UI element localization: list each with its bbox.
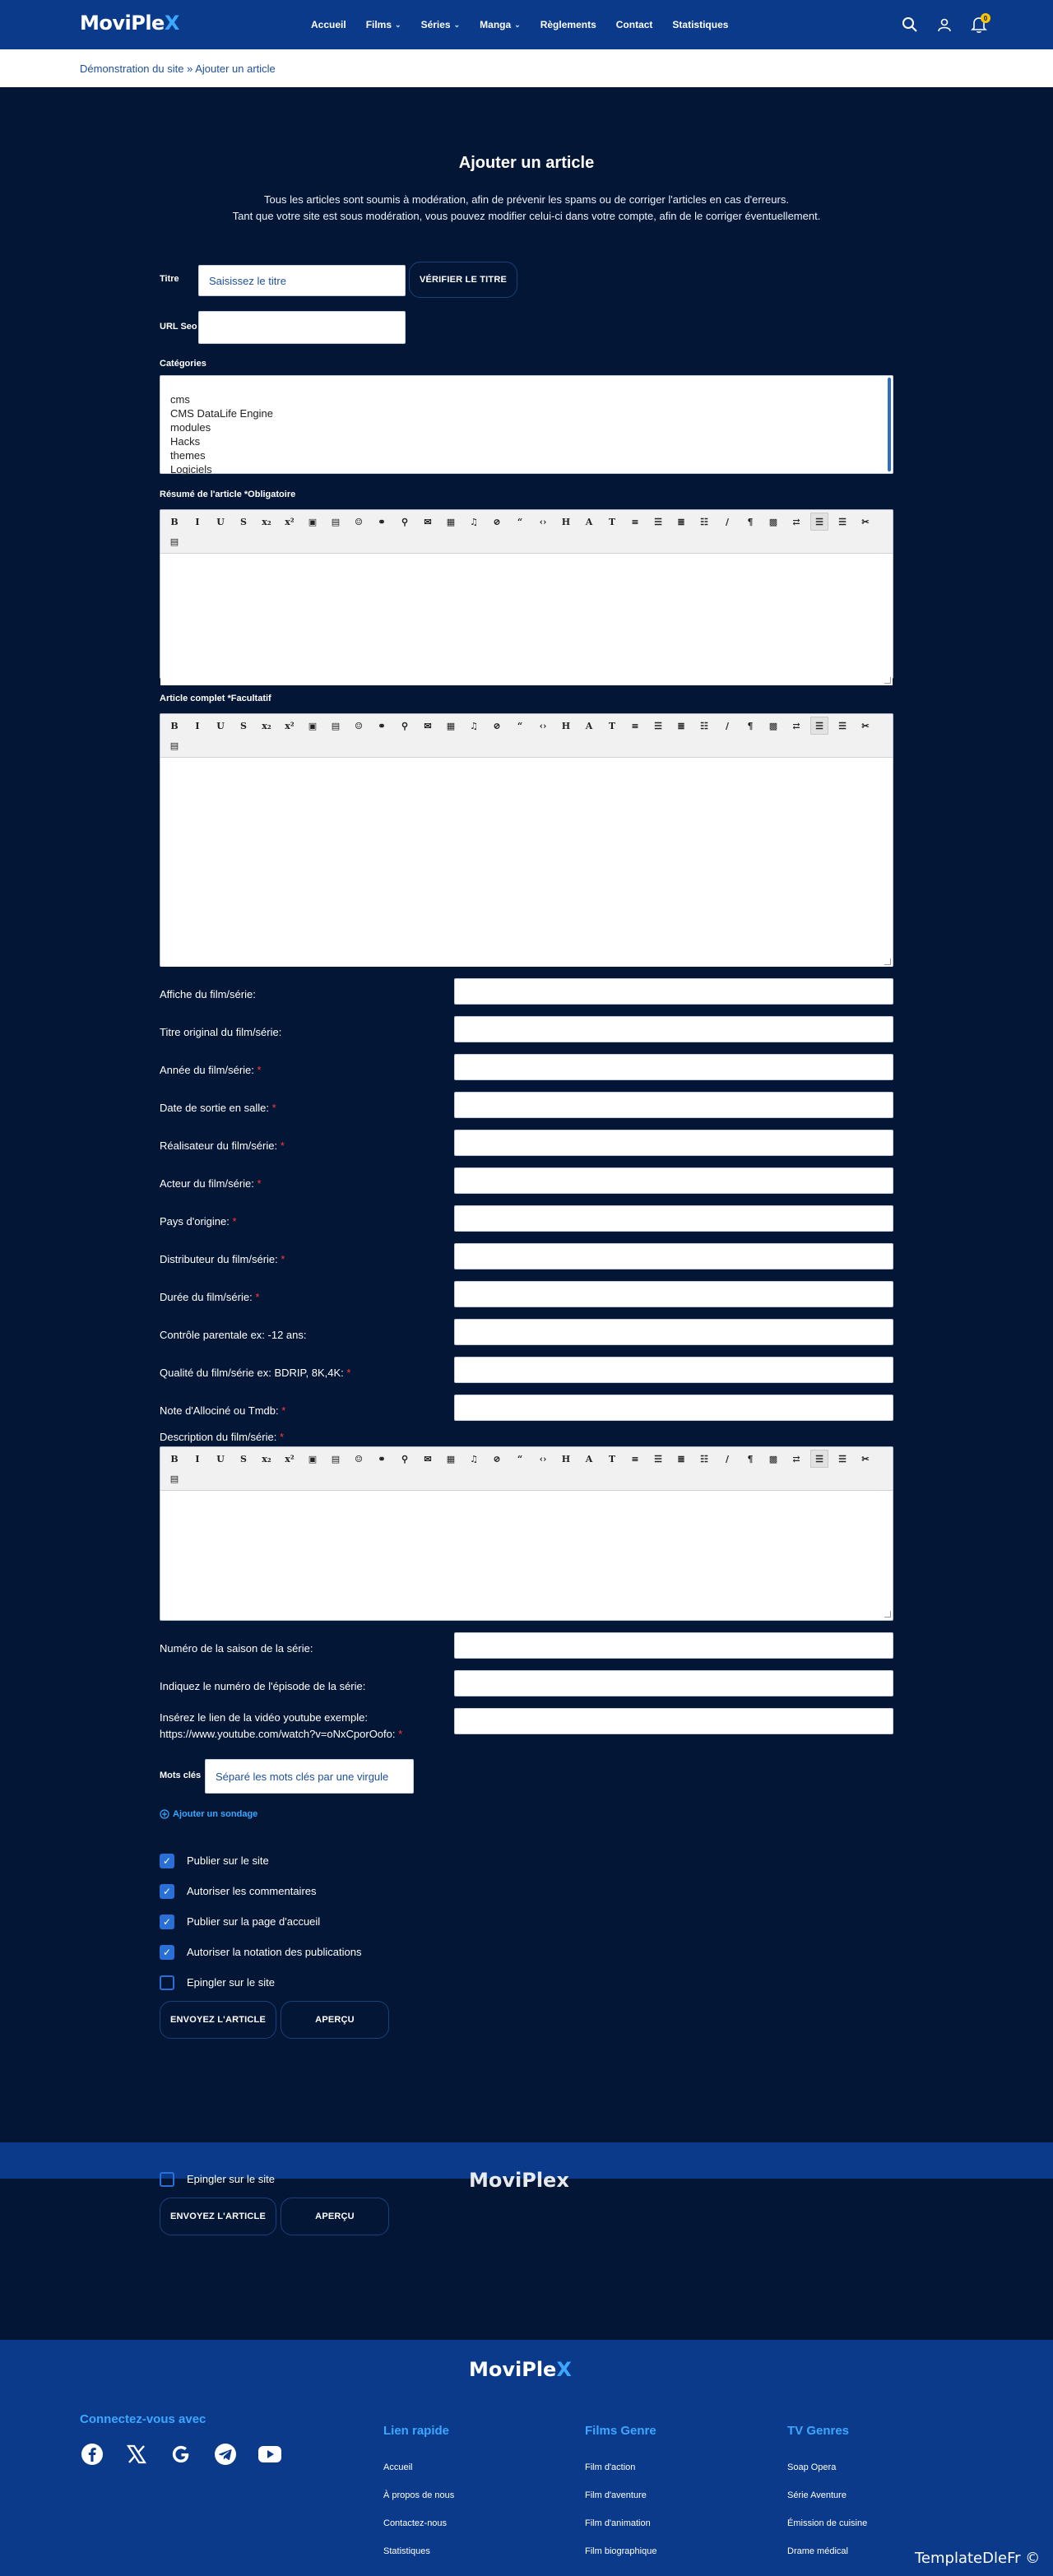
duplicate-pin-label: Epingler sur le site [187, 2173, 275, 2185]
footer-col-tv-genres: TV Genres Soap Opera Série Aventure Émission de cuisine Drame médical [787, 2424, 868, 2556]
site-header [0, 0, 1053, 49]
hide-icon[interactable]: ⊘ [493, 516, 501, 527]
nav-reglements[interactable]: Règlements [540, 19, 596, 30]
intro-text: Tous les articles sont soumis à modération, afin de prévenir les spams ou de corriger l'articles en cas d'erreurs. Tant que votre site est sous modération, vous pouvez modifier celui-ci dans votre compte, afin de le corriger éventuellement. [232, 193, 821, 222]
resize-handle[interactable] [884, 677, 891, 684]
watermark: TemplateDleFr © [915, 2550, 1041, 2567]
source-icon[interactable]: ▤ [169, 740, 179, 751]
episode-input[interactable] [454, 1670, 893, 1696]
table-icon[interactable]: ▩ [768, 720, 778, 731]
unlink-icon[interactable]: ⚲ [401, 720, 409, 731]
footer-link[interactable]: Film d'animation [585, 2518, 651, 2528]
superscript-icon[interactable]: x² [285, 1453, 295, 1464]
breadcrumb-bar [0, 49, 1053, 87]
resize-handle[interactable] [884, 1611, 891, 1618]
x-icon[interactable] [124, 2442, 149, 2467]
option-label: Autoriser la notation des publications [187, 1946, 362, 1958]
emoji-icon[interactable]: ☺ [355, 1453, 363, 1464]
season-input[interactable] [454, 1632, 893, 1659]
nav-statistiques[interactable]: Statistiques [672, 19, 729, 30]
field-input[interactable] [454, 1319, 893, 1345]
align-right-icon[interactable]: ≣ [677, 720, 685, 731]
footer-link[interactable]: Film biographique [585, 2546, 657, 2556]
folder-icon[interactable]: ▤ [331, 516, 341, 527]
video-icon[interactable]: ▦ [446, 720, 456, 731]
paragraph-icon[interactable]: ¶ [747, 720, 754, 731]
keywords-label: Mots clés [160, 1771, 202, 1780]
field-label: Durée du film/série: * [160, 1291, 260, 1303]
url-seo-input[interactable] [198, 311, 406, 344]
footer-link[interactable]: À propos de nous [383, 2490, 455, 2500]
option-checkbox[interactable]: ✓ [160, 1915, 174, 1929]
quote-icon[interactable]: “ [517, 720, 523, 731]
category-option[interactable]: Logiciels [170, 463, 212, 476]
google-icon[interactable] [169, 2442, 193, 2467]
bold-icon[interactable]: B [170, 1453, 179, 1464]
superscript-icon[interactable]: x² [285, 720, 295, 731]
field-input[interactable] [454, 978, 893, 1005]
option-checkbox[interactable]: ✓ [160, 1945, 174, 1960]
nav-manga[interactable]: Manga ⌄ [480, 19, 521, 30]
summary-editor[interactable] [160, 509, 893, 679]
youtube-label: Insérez le lien de la vidéo youtube exemple: https://www.youtube.com/watch?v=oNxCporOofo: * [160, 1711, 403, 1740]
page-title: Ajouter un article [458, 154, 595, 172]
nav-accueil[interactable]: Accueil [311, 19, 346, 30]
strike-icon[interactable]: S [240, 720, 247, 731]
field-label: Acteur du film/série: * [160, 1177, 262, 1190]
description-editor[interactable] [160, 1446, 893, 1621]
list-icon[interactable]: ☰ [810, 513, 828, 531]
text-direction-icon[interactable]: ⇄ [792, 720, 800, 731]
duplicate-pin-checkbox[interactable] [160, 2172, 174, 2187]
footer-logo[interactable]: MoviPleX [469, 2358, 572, 2381]
mail-icon[interactable]: ✉ [424, 1453, 432, 1464]
table-icon[interactable]: ▩ [768, 516, 778, 527]
font-icon[interactable]: A [585, 1453, 593, 1464]
field-label: Contrôle parentale ex: -12 ans: [160, 1329, 307, 1341]
category-option[interactable]: Hacks [170, 435, 201, 448]
justify-icon[interactable]: ☷ [700, 516, 708, 527]
numbered-list-icon[interactable]: ☰ [838, 1453, 847, 1464]
youtube-input[interactable] [454, 1708, 893, 1734]
image-icon[interactable]: ▣ [308, 516, 318, 527]
image-icon[interactable]: ▣ [308, 1453, 318, 1464]
font-size-icon[interactable]: T [608, 1453, 616, 1464]
text-direction-icon[interactable]: ⇄ [792, 516, 800, 527]
footer-link[interactable]: Accueil [383, 2462, 413, 2472]
title-label: Titre [160, 274, 179, 284]
description-label: Description du film/série: * [160, 1431, 285, 1443]
editor-toolbar [160, 510, 893, 554]
mail-icon[interactable]: ✉ [424, 720, 432, 731]
season-label: Numéro de la saison de la série: [160, 1642, 313, 1655]
field-input[interactable] [454, 1130, 893, 1156]
emoji-icon[interactable]: ☺ [355, 516, 363, 527]
category-option[interactable]: CMS DataLife Engine [170, 407, 274, 420]
field-label: Titre original du film/série: [160, 1026, 282, 1038]
field-input[interactable] [454, 1167, 893, 1194]
duplicate-area [0, 2179, 1053, 2340]
folder-icon[interactable]: ▤ [331, 1453, 341, 1464]
audio-icon[interactable]: ♫ [470, 720, 478, 731]
italic-icon[interactable]: I [195, 516, 200, 527]
page-break-icon[interactable]: ✂ [861, 1453, 870, 1464]
brush-icon[interactable]: ∕ [725, 1453, 730, 1464]
breadcrumb-home[interactable]: Démonstration du site [80, 63, 184, 75]
brush-icon[interactable]: ∕ [725, 516, 730, 527]
field-label: Affiche du film/série: [160, 988, 256, 1000]
plus-circle-icon [160, 1809, 169, 1819]
mail-icon[interactable]: ✉ [424, 516, 432, 527]
chevron-down-icon: ⌄ [514, 20, 521, 29]
align-right-icon[interactable]: ≣ [677, 1453, 685, 1464]
unlink-icon[interactable]: ⚲ [401, 516, 409, 527]
quote-icon[interactable]: “ [517, 1453, 523, 1464]
editor-textarea[interactable] [160, 554, 893, 685]
facebook-icon[interactable] [80, 2442, 104, 2467]
breadcrumb: Démonstration du site » Ajouter un article [80, 63, 276, 75]
preview-button[interactable]: APERÇU [281, 2001, 389, 2039]
option-label: Epingler sur le site [187, 1976, 275, 1989]
field-input[interactable] [454, 1357, 893, 1383]
field-label: Distributeur du film/série: * [160, 1253, 285, 1265]
summary-label: Résumé de l'article *Obligatoire [160, 490, 296, 499]
strike-icon[interactable]: S [240, 516, 247, 527]
source-icon[interactable]: ▤ [169, 536, 179, 547]
duplicate-send-button[interactable]: ENVOYEZ L'ARTICLE [160, 2198, 276, 2235]
full-article-label: Article complet *Facultatif [160, 694, 271, 703]
option-checkbox[interactable] [160, 1975, 174, 1990]
field-input[interactable] [454, 1016, 893, 1042]
social-links [80, 2442, 282, 2467]
site-footer [0, 2340, 1053, 2576]
hide-icon[interactable]: ⊘ [493, 1453, 501, 1464]
align-center-icon[interactable]: ☰ [654, 720, 662, 731]
paragraph-icon[interactable]: ¶ [747, 516, 754, 527]
field-input[interactable] [454, 1205, 893, 1232]
align-center-icon[interactable]: ☰ [654, 516, 662, 527]
footer-link[interactable]: Série Aventure [787, 2490, 847, 2500]
category-option[interactable]: modules [170, 421, 211, 434]
keywords-input[interactable]: Séparé les mots clés par une virgule [205, 1759, 414, 1794]
nav-contact[interactable]: Contact [615, 19, 653, 30]
paragraph-icon[interactable]: ¶ [747, 1453, 754, 1464]
footer-link[interactable]: Émission de cuisine [787, 2518, 868, 2528]
table-icon[interactable]: ▩ [768, 1453, 778, 1464]
check-title-button[interactable]: VÉRIFIER LE TITRE [409, 262, 517, 298]
underline-icon[interactable]: U [216, 720, 225, 731]
justify-icon[interactable]: ☷ [700, 720, 708, 731]
underline-icon[interactable]: U [216, 1453, 225, 1464]
bold-icon[interactable]: B [170, 516, 179, 527]
audio-icon[interactable]: ♫ [470, 1453, 478, 1464]
resize-handle[interactable] [884, 958, 891, 965]
footer-link[interactable]: Film d'aventure [585, 2490, 647, 2500]
breadcrumb-current: Ajouter un article [195, 63, 276, 75]
font-size-icon[interactable]: T [608, 720, 616, 731]
option-label: Autoriser les commentaires [187, 1885, 317, 1897]
editor-toolbar [160, 714, 893, 758]
italic-icon[interactable]: I [195, 720, 200, 731]
quote-icon[interactable]: “ [517, 516, 523, 527]
font-size-icon[interactable]: T [608, 516, 616, 527]
audio-icon[interactable]: ♫ [470, 516, 478, 527]
code-icon[interactable]: ‹› [539, 720, 547, 731]
list-icon[interactable]: ☰ [810, 1450, 828, 1468]
chevron-down-icon: ⌄ [395, 20, 401, 29]
align-left-icon[interactable]: ≡ [631, 1453, 639, 1464]
bold-icon[interactable]: B [170, 720, 179, 731]
image-icon[interactable]: ▣ [308, 720, 318, 731]
page-break-icon[interactable]: ✂ [861, 516, 870, 527]
superscript-icon[interactable]: x² [285, 516, 295, 527]
option-checkbox[interactable]: ✓ [160, 1884, 174, 1899]
link-icon[interactable]: ⚭ [378, 720, 386, 731]
heading-icon[interactable]: H [561, 516, 571, 527]
youtube-icon[interactable] [257, 2442, 282, 2467]
connect-heading: Connectez-vous avec [80, 2412, 206, 2426]
subscript-icon[interactable]: x₂ [262, 720, 271, 731]
text-direction-icon[interactable]: ⇄ [792, 1453, 800, 1464]
field-input[interactable] [454, 1243, 893, 1269]
duplicate-logo [469, 2169, 569, 2177]
site-logo[interactable]: MoviPleX [80, 12, 179, 35]
add-poll-link[interactable]: Ajouter un sondage [160, 1809, 257, 1819]
header-icons [898, 13, 990, 36]
page-break-icon[interactable]: ✂ [861, 720, 870, 731]
footer-link[interactable]: Soap Opera [787, 2462, 837, 2472]
user-icon[interactable] [933, 13, 956, 36]
field-label: Note d'Allociné ou Tmdb: * [160, 1404, 286, 1417]
footer-link[interactable]: Film d'action [585, 2462, 636, 2472]
hide-icon[interactable]: ⊘ [493, 720, 501, 731]
search-icon[interactable] [898, 13, 921, 36]
categories-select[interactable] [160, 375, 893, 474]
footer-col-films-genre: Films Genre Film d'action Film d'aventure Film d'animation Film biographique [585, 2424, 657, 2556]
telegram-icon[interactable] [213, 2442, 238, 2467]
heading-icon[interactable]: H [561, 720, 571, 731]
option-checkbox[interactable]: ✓ [160, 1854, 174, 1868]
field-input[interactable] [454, 1395, 893, 1421]
categories-label: Catégories [160, 359, 206, 369]
font-icon[interactable]: A [585, 516, 593, 527]
option-label: Publier sur la page d'accueil [187, 1915, 321, 1928]
subscript-icon[interactable]: x₂ [262, 1453, 271, 1464]
nav-series[interactable]: Séries ⌄ [420, 19, 461, 30]
footer-link[interactable]: Contactez-nous [383, 2518, 448, 2528]
align-left-icon[interactable]: ≡ [631, 516, 639, 527]
footer-link[interactable]: Statistiques [383, 2546, 430, 2556]
chevron-down-icon: ⌄ [453, 20, 461, 29]
option-label: Publier sur le site [187, 1854, 269, 1867]
source-icon[interactable]: ▤ [169, 1473, 179, 1484]
scrollbar[interactable] [888, 378, 891, 471]
align-center-icon[interactable]: ☰ [654, 1453, 662, 1464]
bell-icon[interactable] [967, 13, 990, 36]
subscript-icon[interactable]: x₂ [262, 516, 271, 527]
title-input[interactable]: Saisissez le titre [198, 265, 406, 296]
emoji-icon[interactable]: ☺ [355, 720, 363, 731]
field-label: Réalisateur du film/série: * [160, 1139, 285, 1152]
link-icon[interactable]: ⚭ [378, 1453, 386, 1464]
field-label: Qualité du film/série ex: BDRIP, 8K,4K: * [160, 1367, 351, 1379]
category-option[interactable]: cms [170, 393, 190, 406]
italic-icon[interactable]: I [195, 1453, 200, 1464]
video-icon[interactable]: ▦ [446, 516, 456, 527]
justify-icon[interactable]: ☷ [700, 1453, 708, 1464]
folder-icon[interactable]: ▤ [331, 720, 341, 731]
episode-label: Indiquez le numéro de l'épisode de la série: [160, 1680, 366, 1692]
numbered-list-icon[interactable]: ☰ [838, 720, 847, 731]
field-input[interactable] [454, 1092, 893, 1118]
link-icon[interactable]: ⚭ [378, 516, 386, 527]
send-article-button[interactable]: ENVOYEZ L'ARTICLE [160, 2001, 276, 2039]
field-label: Date de sortie en salle: * [160, 1102, 276, 1114]
field-input[interactable] [454, 1054, 893, 1080]
strike-icon[interactable]: S [240, 1453, 247, 1464]
font-icon[interactable]: A [585, 720, 593, 731]
list-icon[interactable]: ☰ [810, 717, 828, 735]
align-left-icon[interactable]: ≡ [631, 720, 639, 731]
code-icon[interactable]: ‹› [539, 1453, 547, 1464]
code-icon[interactable]: ‹› [539, 516, 547, 527]
heading-icon[interactable]: H [561, 1453, 571, 1464]
duplicate-preview-button[interactable]: APERÇU [281, 2198, 389, 2235]
editor-textarea[interactable] [160, 1491, 893, 1619]
footer-col-quick-links: Lien rapide Accueil À propos de nous Contactez-nous Statistiques [383, 2424, 455, 2556]
editor-toolbar [160, 1447, 893, 1491]
field-label: Année du film/série: * [160, 1064, 262, 1076]
brush-icon[interactable]: ∕ [725, 720, 730, 731]
url-seo-label: URL Seo [160, 322, 197, 332]
unlink-icon[interactable]: ⚲ [401, 1453, 409, 1464]
editor-textarea[interactable] [160, 758, 893, 967]
category-option[interactable]: themes [170, 449, 206, 462]
nav-films[interactable]: Films ⌄ [365, 19, 401, 30]
align-right-icon[interactable]: ≣ [677, 516, 685, 527]
field-input[interactable] [454, 1281, 893, 1307]
notification-badge: 0 [981, 13, 990, 23]
full-article-editor[interactable] [160, 713, 893, 967]
footer-link[interactable]: Drame médical [787, 2546, 848, 2556]
field-label: Pays d'origine: * [160, 1215, 237, 1228]
numbered-list-icon[interactable]: ☰ [838, 516, 847, 527]
underline-icon[interactable]: U [216, 516, 225, 527]
video-icon[interactable]: ▦ [446, 1453, 456, 1464]
main-nav [311, 0, 748, 49]
